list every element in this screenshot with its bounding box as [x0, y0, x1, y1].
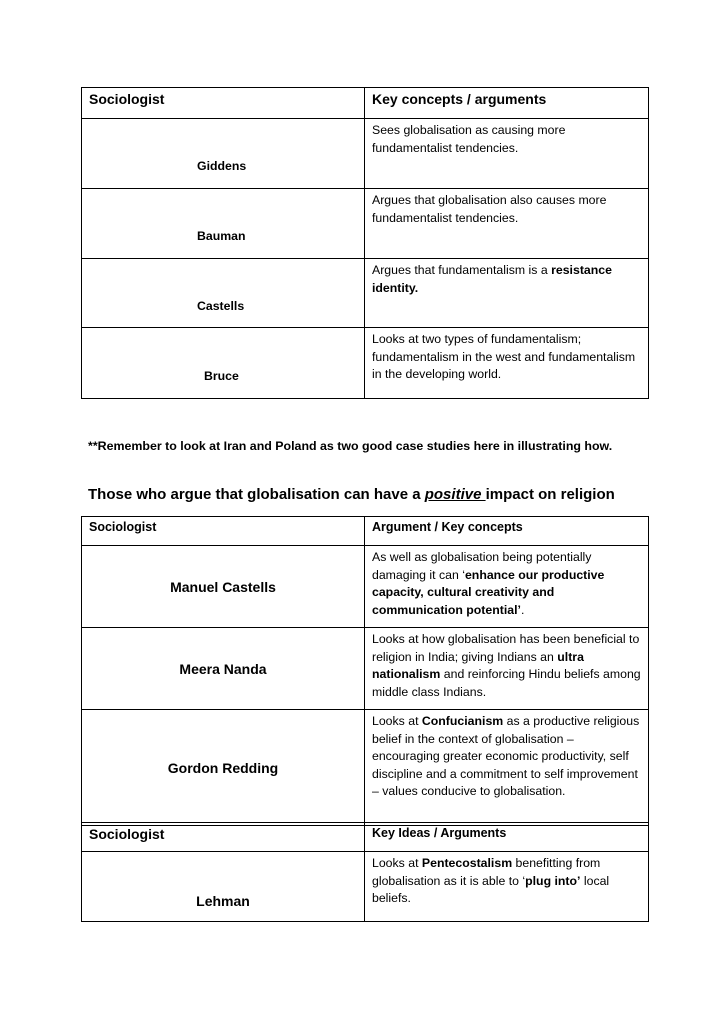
header-key-ideas: Key Ideas / Arguments	[365, 823, 649, 852]
argument-text: Looks at how globalisation has been beneficial to religion in India; giving Indians an	[372, 632, 640, 664]
argument-key-term: enhance our productive capacity, cultural creativity and communication potential’	[372, 567, 605, 617]
table-row	[82, 710, 649, 826]
fundamentalism-table	[81, 87, 649, 399]
table-header-row	[82, 823, 649, 852]
argument-text: Looks at	[372, 714, 422, 728]
argument-cell	[365, 710, 649, 826]
table-row	[82, 189, 649, 259]
heading-text-after: impact on religion	[485, 486, 615, 503]
table-row	[82, 852, 649, 922]
argument-key-term: Pentecostalism	[421, 856, 513, 870]
heading-text-before: Those who argue that globalisation can have a	[88, 486, 425, 503]
table-header-row	[82, 517, 649, 546]
sociologist-name: Castells	[197, 299, 245, 313]
section-heading	[88, 486, 615, 503]
sociologist-name: Bruce	[204, 369, 239, 383]
argument-cell	[365, 628, 649, 710]
argument-key-term: plug into’	[525, 873, 581, 888]
argument-cell	[365, 328, 649, 399]
table-row	[82, 328, 649, 399]
table-row	[82, 119, 649, 189]
argument-key-term: Confucianism	[421, 714, 504, 728]
argument-text: Looks at two types of fundamentalism; fundamentalism in the west and fundamentalism in the developing world.	[372, 332, 636, 382]
table-header-row	[82, 88, 649, 119]
argument-text: .	[520, 602, 525, 617]
argument-text: benefitting from globalisation as it is able to ‘	[372, 856, 601, 888]
sociologist-name: Gordon Redding	[82, 710, 365, 826]
table-row	[82, 259, 649, 328]
case-study-note: **Remember to look at Iran and Poland as two good case studies here in illustrating how.	[88, 439, 613, 453]
sociologist-name: Lehman	[82, 852, 365, 922]
argument-cell	[365, 852, 649, 922]
sociologist-cell	[82, 119, 365, 189]
argument-text: Argues that fundamentalism is a	[372, 263, 552, 277]
table-row	[82, 546, 649, 628]
argument-text: local beliefs.	[372, 873, 610, 906]
sociologist-name: Manuel Castells	[82, 546, 365, 628]
argument-key-term: ultra nationalism	[372, 649, 584, 682]
header-argument: Argument / Key concepts	[365, 517, 649, 546]
sociologist-cell	[82, 259, 365, 328]
argument-cell	[365, 546, 649, 628]
argument-cell	[365, 119, 649, 189]
sociologist-name: Giddens	[197, 159, 247, 173]
table-row	[82, 628, 649, 710]
argument-text: and reinforcing Hindu beliefs among middle class Indians.	[372, 667, 641, 699]
argument-text: Argues that globalisation also causes more fundamentalist tendencies.	[372, 193, 607, 225]
argument-key-term: resistance identity.	[372, 263, 612, 295]
header-key-concepts: Key concepts / arguments	[365, 88, 649, 119]
pentecostalism-table	[81, 822, 649, 922]
header-sociologist: Sociologist	[82, 88, 365, 119]
sociologist-name: Bauman	[197, 229, 246, 243]
argument-text: as a productive religious belief in the context of globalisation – encouraging greater economic productivity, self discipline and a commitment to self improvement – values conducive to globalisation.	[372, 714, 640, 799]
heading-emphasis: positive	[424, 486, 486, 503]
header-sociologist: Sociologist	[82, 823, 365, 852]
header-sociologist: Sociologist	[82, 517, 365, 546]
argument-text: Looks at	[372, 856, 422, 870]
argument-cell	[365, 259, 649, 328]
sociologist-name: Meera Nanda	[82, 628, 365, 710]
argument-text: As well as globalisation being potentially damaging it can ‘	[372, 550, 592, 582]
argument-text: Sees globalisation as causing more fundamentalist tendencies.	[372, 123, 566, 155]
positive-impact-table	[81, 516, 649, 826]
sociologist-cell	[82, 328, 365, 399]
sociologist-cell	[82, 189, 365, 259]
argument-cell	[365, 189, 649, 259]
